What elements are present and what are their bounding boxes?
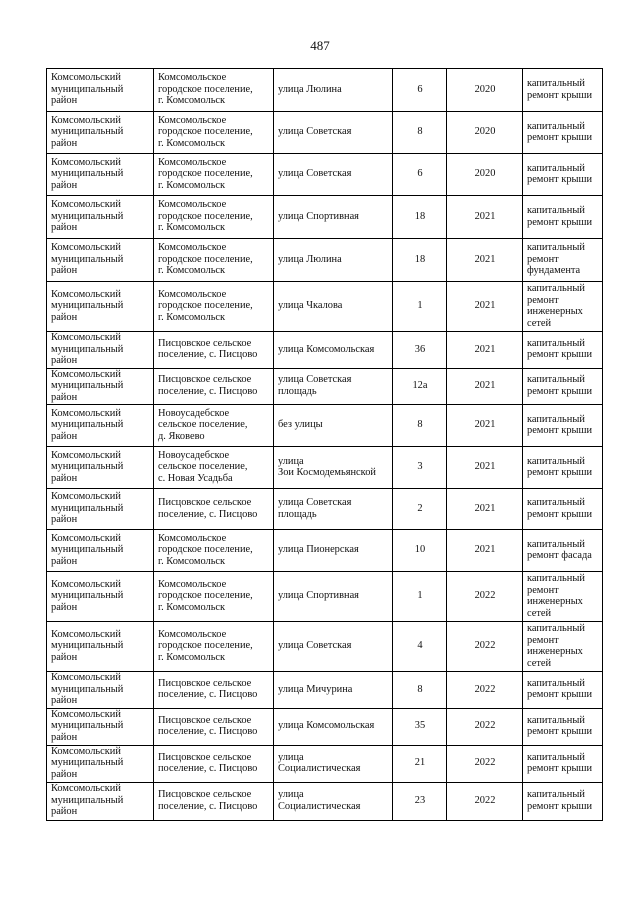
work-type-cell: капитальный ремонт крыши	[523, 332, 603, 369]
district-cell: Комсомольский муниципальный район	[47, 622, 154, 672]
street-cell: улица Советская площадь	[274, 368, 393, 405]
table-row	[47, 405, 603, 447]
district-cell: Комсомольский муниципальный район	[47, 282, 154, 332]
house-number-cell: 6	[393, 69, 447, 112]
house-number-cell: 36	[393, 332, 447, 369]
house-number-cell: 8	[393, 405, 447, 447]
year-cell: 2022	[447, 572, 523, 622]
table-row	[47, 782, 603, 820]
street-cell: улица Мичурина	[274, 672, 393, 709]
work-type-cell: капитальный ремонт инженерных сетей	[523, 572, 603, 622]
house-number-cell: 6	[393, 154, 447, 196]
table-row	[47, 69, 603, 112]
work-type-cell: капитальный ремонт крыши	[523, 405, 603, 447]
district-cell: Комсомольский муниципальный район	[47, 332, 154, 369]
table-row	[47, 368, 603, 405]
street-cell: улица Комсомольская	[274, 332, 393, 369]
work-type-cell: капитальный ремонт крыши	[523, 782, 603, 820]
settlement-cell: Комсомольское городское поселение, г. Комсомольск	[154, 572, 274, 622]
year-cell: 2021	[447, 239, 523, 282]
year-cell: 2021	[447, 489, 523, 530]
street-cell: улица Пионерская	[274, 530, 393, 572]
work-type-cell: капитальный ремонт крыши	[523, 154, 603, 196]
year-cell: 2022	[447, 782, 523, 820]
house-number-cell: 18	[393, 239, 447, 282]
year-cell: 2022	[447, 745, 523, 782]
year-cell: 2022	[447, 622, 523, 672]
year-cell: 2021	[447, 405, 523, 447]
work-type-cell: капитальный ремонт крыши	[523, 745, 603, 782]
settlement-cell: Писцовское сельское поселение, с. Писцово	[154, 782, 274, 820]
work-type-cell: капитальный ремонт крыши	[523, 672, 603, 709]
settlement-cell: Писцовское сельское поселение, с. Писцово	[154, 745, 274, 782]
table-row	[47, 489, 603, 530]
district-cell: Комсомольский муниципальный район	[47, 196, 154, 239]
house-number-cell: 2	[393, 489, 447, 530]
district-cell: Комсомольский муниципальный район	[47, 154, 154, 196]
year-cell: 2021	[447, 196, 523, 239]
street-cell: улица Советская	[274, 112, 393, 154]
work-type-cell: капитальный ремонт фундамента	[523, 239, 603, 282]
street-cell: улица Социалистическая	[274, 782, 393, 820]
year-cell: 2021	[447, 447, 523, 489]
street-cell: улица Спортивная	[274, 196, 393, 239]
settlement-cell: Писцовское сельское поселение, с. Писцово	[154, 489, 274, 530]
table-row	[47, 572, 603, 622]
year-cell: 2022	[447, 708, 523, 745]
work-type-cell: капитальный ремонт крыши	[523, 489, 603, 530]
year-cell: 2020	[447, 112, 523, 154]
year-cell: 2022	[447, 672, 523, 709]
street-cell: без улицы	[274, 405, 393, 447]
settlement-cell: Комсомольское городское поселение, г. Комсомольск	[154, 154, 274, 196]
table-row	[47, 672, 603, 709]
district-cell: Комсомольский муниципальный район	[47, 112, 154, 154]
work-type-cell: капитальный ремонт крыши	[523, 196, 603, 239]
table-row	[47, 708, 603, 745]
settlement-cell: Писцовское сельское поселение, с. Писцово	[154, 708, 274, 745]
house-number-cell: 18	[393, 196, 447, 239]
year-cell: 2021	[447, 530, 523, 572]
year-cell: 2021	[447, 332, 523, 369]
street-cell: улица Люлина	[274, 69, 393, 112]
settlement-cell: Комсомольское городское поселение, г. Комсомольск	[154, 622, 274, 672]
table-row	[47, 239, 603, 282]
table-row	[47, 332, 603, 369]
settlement-cell: Комсомольское городское поселение, г. Комсомольск	[154, 69, 274, 112]
table-row	[47, 196, 603, 239]
district-cell: Комсомольский муниципальный район	[47, 368, 154, 405]
street-cell: улица Спортивная	[274, 572, 393, 622]
year-cell: 2021	[447, 368, 523, 405]
settlement-cell: Писцовское сельское поселение, с. Писцово	[154, 332, 274, 369]
table-row	[47, 745, 603, 782]
settlement-cell: Писцовское сельское поселение, с. Писцово	[154, 672, 274, 709]
table-row	[47, 622, 603, 672]
street-cell: улица Советская	[274, 622, 393, 672]
district-cell: Комсомольский муниципальный район	[47, 239, 154, 282]
settlement-cell: Комсомольское городское поселение, г. Комсомольск	[154, 530, 274, 572]
house-number-cell: 8	[393, 112, 447, 154]
street-cell: улица Социалистическая	[274, 745, 393, 782]
table-row	[47, 447, 603, 489]
district-cell: Комсомольский муниципальный район	[47, 530, 154, 572]
street-cell: улица Советская площадь	[274, 489, 393, 530]
house-number-cell: 35	[393, 708, 447, 745]
district-cell: Комсомольский муниципальный район	[47, 782, 154, 820]
table-row	[47, 530, 603, 572]
page-number: 487	[310, 38, 330, 53]
district-cell: Комсомольский муниципальный район	[47, 405, 154, 447]
district-cell: Комсомольский муниципальный район	[47, 672, 154, 709]
table-row	[47, 112, 603, 154]
street-cell: улица Советская	[274, 154, 393, 196]
settlement-cell: Новоусадебское сельское поселение, с. Новая Усадьба	[154, 447, 274, 489]
house-number-cell: 12а	[393, 368, 447, 405]
work-type-cell: капитальный ремонт инженерных сетей	[523, 282, 603, 332]
table-body	[47, 69, 603, 821]
table-row	[47, 282, 603, 332]
work-type-cell: капитальный ремонт крыши	[523, 708, 603, 745]
year-cell: 2021	[447, 282, 523, 332]
district-cell: Комсомольский муниципальный район	[47, 572, 154, 622]
work-type-cell: капитальный ремонт инженерных сетей	[523, 622, 603, 672]
work-type-cell: капитальный ремонт крыши	[523, 368, 603, 405]
district-cell: Комсомольский муниципальный район	[47, 708, 154, 745]
street-cell: улица Чкалова	[274, 282, 393, 332]
year-cell: 2020	[447, 69, 523, 112]
house-number-cell: 3	[393, 447, 447, 489]
settlement-cell: Писцовское сельское поселение, с. Писцово	[154, 368, 274, 405]
work-type-cell: капитальный ремонт крыши	[523, 112, 603, 154]
work-type-cell: капитальный ремонт фасада	[523, 530, 603, 572]
house-number-cell: 8	[393, 672, 447, 709]
house-number-cell: 10	[393, 530, 447, 572]
settlement-cell: Комсомольское городское поселение, г. Комсомольск	[154, 239, 274, 282]
house-number-cell: 4	[393, 622, 447, 672]
work-type-cell: капитальный ремонт крыши	[523, 69, 603, 112]
district-cell: Комсомольский муниципальный район	[47, 447, 154, 489]
street-cell: улица Люлина	[274, 239, 393, 282]
house-number-cell: 21	[393, 745, 447, 782]
house-number-cell: 1	[393, 282, 447, 332]
street-cell: улица Комсомольская	[274, 708, 393, 745]
house-number-cell: 1	[393, 572, 447, 622]
district-cell: Комсомольский муниципальный район	[47, 69, 154, 112]
housing-repair-table	[46, 68, 603, 821]
work-type-cell: капитальный ремонт крыши	[523, 447, 603, 489]
district-cell: Комсомольский муниципальный район	[47, 489, 154, 530]
street-cell: улица Зои Космодемьянской	[274, 447, 393, 489]
year-cell: 2020	[447, 154, 523, 196]
district-cell: Комсомольский муниципальный район	[47, 745, 154, 782]
settlement-cell: Новоусадебское сельское поселение, д. Яковево	[154, 405, 274, 447]
settlement-cell: Комсомольское городское поселение, г. Комсомольск	[154, 196, 274, 239]
house-number-cell: 23	[393, 782, 447, 820]
settlement-cell: Комсомольское городское поселение, г. Комсомольск	[154, 282, 274, 332]
settlement-cell: Комсомольское городское поселение, г. Комсомольск	[154, 112, 274, 154]
table-row	[47, 154, 603, 196]
